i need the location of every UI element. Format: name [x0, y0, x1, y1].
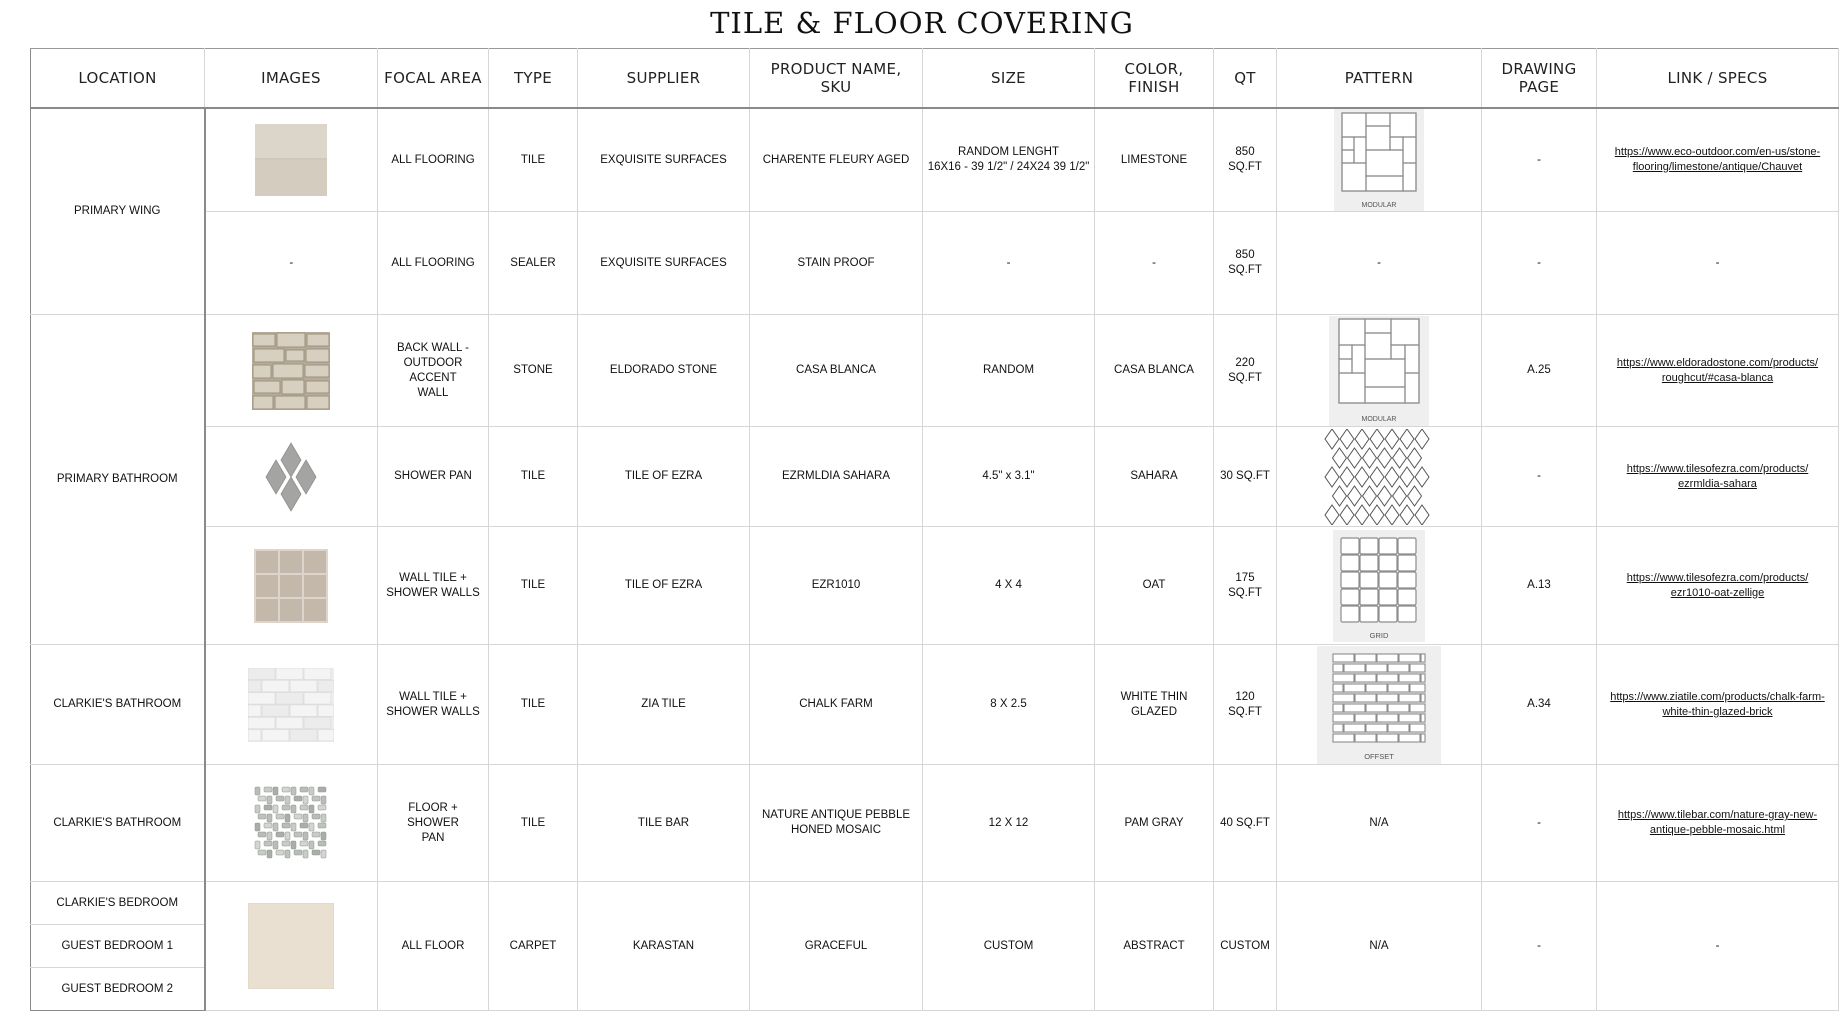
- qt-cell: 850 SQ.FT: [1214, 212, 1277, 315]
- focal-area-cell: [378, 645, 489, 765]
- focal-line: FLOOR + SHOWER: [407, 801, 459, 829]
- location-cell: CLARKIE'S BATHROOM: [31, 645, 205, 765]
- table-row: [31, 527, 1839, 645]
- location-cell: PRIMARY WING: [31, 108, 205, 315]
- table-row: [31, 212, 1839, 315]
- location-cell: GUEST BEDROOM 2: [31, 968, 205, 1011]
- size-cell: [923, 108, 1095, 212]
- pattern-caption: OFFSET: [1364, 751, 1394, 761]
- size-cell: 8 X 2.5: [923, 645, 1095, 765]
- spec-link[interactable]: white-thin-glazed-brick: [1662, 705, 1773, 718]
- link-cell[interactable]: [1597, 645, 1839, 765]
- drawing-page-cell: -: [1482, 765, 1597, 882]
- size-cell: RANDOM: [923, 315, 1095, 427]
- spec-link[interactable]: https://www.tilebar.com/nature-gray-new-: [1617, 809, 1818, 821]
- col-header-type: TYPE: [489, 49, 578, 109]
- type-cell: TILE: [489, 765, 578, 882]
- table-row: [31, 645, 1839, 765]
- focal-line: SHOWER WALLS: [386, 705, 480, 718]
- pattern-caption: MODULAR: [1361, 415, 1397, 423]
- product-cell: GRACEFUL: [750, 882, 923, 1011]
- pattern-caption: MODULAR: [1361, 202, 1397, 209]
- color-cell: OAT: [1095, 527, 1214, 645]
- col-header-product-name: PRODUCT NAME, SKU: [750, 49, 923, 109]
- spec-link[interactable]: flooring/limestone/antique/Chauvet: [1632, 161, 1803, 173]
- size-cell: CUSTOM: [923, 882, 1095, 1011]
- type-cell: TILE: [489, 527, 578, 645]
- supplier-cell: TILE OF EZRA: [578, 527, 750, 645]
- pattern-cell: [1277, 108, 1482, 212]
- focal-line: PAN: [421, 831, 445, 844]
- color-cell: -: [1095, 212, 1214, 315]
- drawing-page-cell: -: [1482, 427, 1597, 527]
- qt-cell: 220 SQ.FT: [1214, 315, 1277, 427]
- color-cell: WHITE THIN GLAZED: [1095, 645, 1214, 765]
- col-header-color-finish: COLOR, FINISH: [1095, 49, 1214, 109]
- supplier-cell: ELDORADO STONE: [578, 315, 750, 427]
- col-header-qt: QT: [1214, 49, 1277, 109]
- supplier-cell: ZIA TILE: [578, 645, 750, 765]
- qt-cell: 850 SQ.FT: [1214, 108, 1277, 212]
- page-title: TILE & FLOOR COVERING: [710, 6, 1134, 40]
- supplier-cell: KARASTAN: [578, 882, 750, 1011]
- focal-area-cell: ALL FLOORING: [378, 108, 489, 212]
- col-header-drawing-page: DRAWING PAGE: [1482, 49, 1597, 109]
- square-tile-swatch: [254, 549, 328, 623]
- focal-area-cell: ALL FLOORING: [378, 212, 489, 315]
- qt-cell: CUSTOM: [1214, 882, 1277, 1011]
- image-cell: [205, 108, 378, 212]
- diamond-pattern-icon: [1324, 429, 1434, 525]
- link-cell[interactable]: [1597, 108, 1839, 212]
- type-cell: TILE: [489, 108, 578, 212]
- size-line: RANDOM LENGHT: [958, 146, 1059, 158]
- focal-area-cell: [378, 527, 489, 645]
- table-row: [31, 765, 1839, 882]
- color-cell: CASA BLANCA: [1095, 315, 1214, 427]
- product-cell: CHARENTE FLEURY AGED: [750, 108, 923, 212]
- image-cell: [205, 527, 378, 645]
- supplier-cell: EXQUISITE SURFACES: [578, 108, 750, 212]
- focal-area-cell: [378, 315, 489, 427]
- focal-line: WALL: [417, 386, 449, 399]
- link-cell: -: [1597, 882, 1839, 1011]
- focal-area-cell: SHOWER PAN: [378, 427, 489, 527]
- spec-link[interactable]: roughcut/#casa-blanca: [1661, 371, 1774, 384]
- product-cell: CHALK FARM: [750, 645, 923, 765]
- color-cell: PAM GRAY: [1095, 765, 1214, 882]
- product-cell: EZRMLDIA SAHARA: [750, 427, 923, 527]
- qt-cell: 40 SQ.FT: [1214, 765, 1277, 882]
- qt-cell: 120 SQ.FT: [1214, 645, 1277, 765]
- pattern-cell: N/A: [1277, 765, 1482, 882]
- pattern-cell: [1277, 527, 1482, 645]
- grid-pattern-icon: [1333, 530, 1425, 642]
- size-line: 16X16 - 39 1/2" / 24X24 39 1/2": [927, 161, 1090, 173]
- modular-pattern-icon: [1329, 316, 1429, 426]
- focal-line: WALL TILE +: [399, 690, 467, 703]
- image-cell: [205, 882, 378, 1011]
- pebble-mosaic-swatch: [251, 783, 331, 863]
- supplier-cell: TILE OF EZRA: [578, 427, 750, 527]
- diamond-tile-swatch: [261, 441, 321, 513]
- qt-cell: 175 SQ.FT: [1214, 527, 1277, 645]
- qt-cell: 30 SQ.FT: [1214, 427, 1277, 527]
- type-cell: TILE: [489, 427, 578, 527]
- product-cell: STAIN PROOF: [750, 212, 923, 315]
- type-cell: TILE: [489, 645, 578, 765]
- product-cell: EZR1010: [750, 527, 923, 645]
- modular-pattern-icon: [1334, 109, 1424, 211]
- drawing-page-cell: -: [1482, 882, 1597, 1011]
- focal-line: BACK WALL -: [397, 341, 469, 354]
- color-cell: LIMESTONE: [1095, 108, 1214, 212]
- type-cell: SEALER: [489, 212, 578, 315]
- header-row: [31, 49, 1839, 109]
- col-header-location: LOCATION: [31, 49, 205, 109]
- spec-link[interactable]: https://www.tilesofezra.com/products/: [1626, 462, 1809, 475]
- col-header-supplier: SUPPLIER: [578, 49, 750, 109]
- product-cell: [750, 765, 923, 882]
- color-cell: SAHARA: [1095, 427, 1214, 527]
- col-header-size: SIZE: [923, 49, 1095, 109]
- link-cell[interactable]: [1597, 315, 1839, 427]
- size-cell: 4 X 4: [923, 527, 1095, 645]
- limestone-tile-swatch: [255, 124, 327, 196]
- size-cell: 4.5" x 3.1": [923, 427, 1095, 527]
- drawing-page-cell: A.13: [1482, 527, 1597, 645]
- product-line: NATURE ANTIQUE PEBBLE: [761, 809, 911, 821]
- focal-area-cell: ALL FLOOR: [378, 882, 489, 1011]
- spec-link[interactable]: https://www.tilesofezra.com/products/: [1626, 571, 1809, 584]
- image-cell: [205, 315, 378, 427]
- location-cell: CLARKIE'S BEDROOM: [31, 882, 205, 925]
- table-row: [31, 882, 1839, 925]
- supplier-cell: EXQUISITE SURFACES: [578, 212, 750, 315]
- spec-link[interactable]: ezr1010-oat-zellige: [1670, 586, 1765, 599]
- drawing-page-cell: A.25: [1482, 315, 1597, 427]
- size-cell: -: [923, 212, 1095, 315]
- carpet-swatch: [248, 903, 334, 989]
- link-cell[interactable]: [1597, 765, 1839, 882]
- brick-tile-swatch: [248, 668, 334, 742]
- type-cell: STONE: [489, 315, 578, 427]
- table-row: [31, 427, 1839, 527]
- focal-area-cell: [378, 765, 489, 882]
- pattern-caption: GRID: [1369, 630, 1389, 640]
- drawing-page-cell: -: [1482, 108, 1597, 212]
- col-header-link-specs: LINK / SPECS: [1597, 49, 1839, 109]
- pattern-cell: [1277, 645, 1482, 765]
- link-cell[interactable]: [1597, 527, 1839, 645]
- size-cell: 12 X 12: [923, 765, 1095, 882]
- drawing-page-cell: A.34: [1482, 645, 1597, 765]
- table-row: [31, 108, 1839, 212]
- pattern-cell: N/A: [1277, 882, 1482, 1011]
- table-row: [31, 315, 1839, 427]
- offset-pattern-icon: [1317, 646, 1441, 764]
- spec-link[interactable]: https://www.eco-outdoor.com/en-us/stone-: [1614, 146, 1821, 158]
- spec-link[interactable]: https://www.eldoradostone.com/products/: [1616, 356, 1819, 369]
- pattern-cell: [1277, 315, 1482, 427]
- col-header-images: IMAGES: [205, 49, 378, 109]
- supplier-cell: TILE BAR: [578, 765, 750, 882]
- product-cell: CASA BLANCA: [750, 315, 923, 427]
- col-header-focal-area: FOCAL AREA: [378, 49, 489, 109]
- image-cell: [205, 427, 378, 527]
- focal-line: WALL TILE +: [399, 571, 467, 584]
- link-cell: -: [1597, 212, 1839, 315]
- spec-link[interactable]: antique-pebble-mosaic.html: [1649, 824, 1786, 836]
- type-cell: CARPET: [489, 882, 578, 1011]
- stone-wall-swatch: [252, 332, 330, 410]
- focal-line: OUTDOOR ACCENT: [403, 356, 463, 384]
- location-cell: GUEST BEDROOM 1: [31, 925, 205, 968]
- tile-floor-schedule-table: [30, 48, 1839, 1011]
- spec-link[interactable]: https://www.ziatile.com/products/chalk-farm-: [1610, 690, 1825, 703]
- col-header-pattern: PATTERN: [1277, 49, 1482, 109]
- spec-link[interactable]: ezrmldia-sahara: [1678, 477, 1757, 490]
- location-cell: CLARKIE'S BATHROOM: [31, 765, 205, 882]
- color-cell: ABSTRACT: [1095, 882, 1214, 1011]
- link-cell[interactable]: [1597, 427, 1839, 527]
- focal-line: SHOWER WALLS: [386, 586, 480, 599]
- image-cell: -: [205, 212, 378, 315]
- product-line: HONED MOSAIC: [790, 824, 882, 836]
- pattern-cell: -: [1277, 212, 1482, 315]
- pattern-cell: [1277, 427, 1482, 527]
- location-cell: PRIMARY BATHROOM: [31, 315, 205, 645]
- drawing-page-cell: -: [1482, 212, 1597, 315]
- image-cell: [205, 645, 378, 765]
- image-cell: [205, 765, 378, 882]
